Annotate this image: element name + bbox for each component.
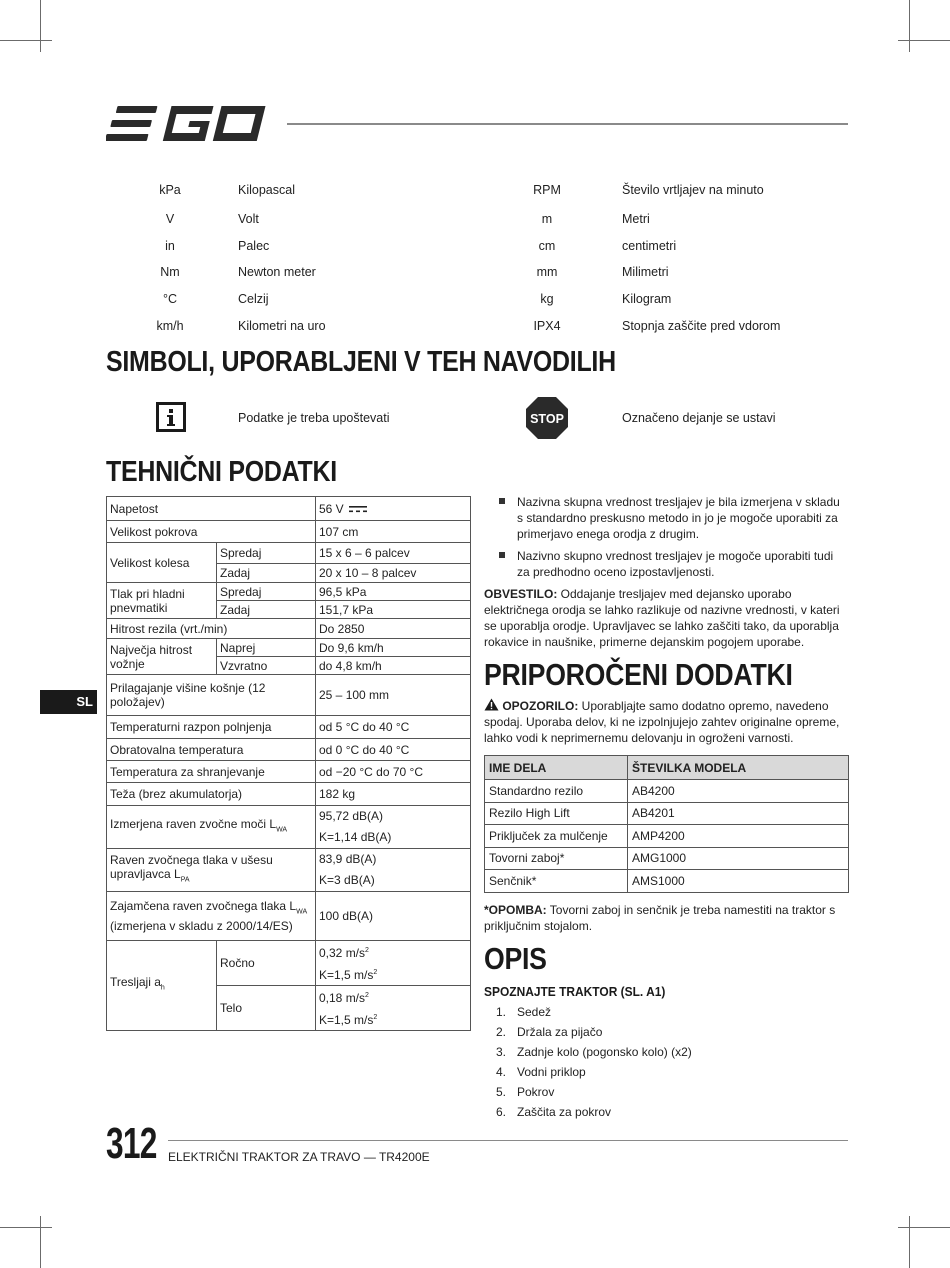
- abbr-key: m: [541, 212, 553, 226]
- footer-title: ELEKTRIČNI TRAKTOR ZA TRAVO — TR4200E: [168, 1150, 430, 1164]
- table-row: [107, 583, 471, 601]
- page-number: 312: [106, 1119, 157, 1168]
- spec-label: Napetost: [107, 497, 316, 521]
- list-item: [484, 1064, 844, 1084]
- vib-body-value: 0,18 m/s: [319, 991, 366, 1005]
- spec-value: od 5 °C do 40 °C: [316, 716, 471, 739]
- glwa-subscript: WA: [296, 908, 308, 916]
- vibration-bullet-2: Nazivno skupno vrednost tresljajev je mogoče uporabiti tudi za predhodno oceno izpostavljenosti.: [517, 549, 834, 579]
- list-number: 6.: [496, 1105, 507, 1119]
- abbr-meaning: Volt: [238, 212, 259, 226]
- notice-label: OBVESTILO:: [484, 587, 558, 601]
- technical-data-table: [106, 496, 471, 1031]
- notice-text: Oddajanje tresljajev med dejansko uporabo električnega orodja se lahko razlikuje od nazivne vrednosti, v kateri se uporablja orodje. Upravljavec se lahko zaščiti tako, da uporablja rokavice in naušnike, primerne dejanskim pogojem uporabe.: [484, 587, 840, 649]
- squared: 2: [373, 1014, 378, 1021]
- abbr-meaning: Celzij: [238, 292, 269, 306]
- spec-value: od 0 °C do 40 °C: [316, 739, 471, 761]
- abbr-key: in: [165, 239, 175, 253]
- abbr-key: RPM: [533, 183, 561, 197]
- table-row: [107, 675, 471, 716]
- list-item: [484, 1024, 844, 1044]
- spec-sublabel: Telo: [217, 986, 316, 1031]
- crop-mark: [909, 0, 910, 52]
- vibration-label: Tresljaji a: [110, 975, 161, 990]
- abbr-key: kg: [540, 292, 554, 306]
- spec-label: [107, 892, 316, 941]
- spec-sublabel: Zadaj: [217, 564, 316, 583]
- abbr-key: kPa: [159, 183, 181, 197]
- list-text: Držala za pijačo: [517, 1025, 603, 1039]
- dc-current-icon: [349, 504, 367, 514]
- lpa-value: 83,9 dB(A): [319, 852, 377, 866]
- spec-value: [316, 941, 471, 986]
- vib-hand-value: 0,32 m/s: [319, 946, 366, 960]
- spec-label: [107, 806, 316, 849]
- spec-value: 20 x 10 – 8 palcev: [316, 564, 471, 583]
- spec-value: 100 dB(A): [316, 892, 471, 941]
- table-row: [107, 716, 471, 739]
- stop-icon-label: STOP: [530, 412, 564, 426]
- column-header: ŠTEVILKA MODELA: [628, 756, 849, 780]
- stop-symbol-text: Označeno dejanje se ustavi: [622, 411, 776, 425]
- abbr-meaning: centimetri: [622, 239, 677, 253]
- lpa-subscript: PA: [180, 876, 190, 884]
- spec-label: Največja hitrost vožnje: [107, 639, 217, 675]
- abbr-key: km/h: [156, 319, 184, 333]
- model-number: AMP4200: [628, 825, 849, 848]
- list-item: [484, 1004, 844, 1024]
- lpa-label: Raven zvočnega tlaka v ušesu upravljavca L: [110, 852, 273, 881]
- vib-body-uncertainty: K=1,5 m/s: [319, 1013, 374, 1027]
- table-row: [485, 825, 849, 848]
- list-text: Zadnje kolo (pogonsko kolo) (x2): [517, 1045, 692, 1059]
- abbr-key: °C: [162, 292, 178, 306]
- spec-label: Teža (brez akumulatorja): [107, 783, 316, 806]
- spec-value: 151,7 kPa: [316, 601, 471, 619]
- spec-value: [316, 986, 471, 1031]
- abbr-meaning: Metri: [622, 212, 650, 226]
- table-header-row: [485, 756, 849, 780]
- lpa-uncertainty: K=3 dB(A): [319, 873, 375, 887]
- vibration-bullet-1: Nazivna skupna vrednost tresljajev je bila izmerjena v skladu s standardno preskusno metodo in jo je mogoče uporabiti za primerjavo enega orodja z drugim.: [517, 495, 840, 541]
- crop-mark: [0, 40, 52, 41]
- spec-label: Tlak pri hladni pnevmatiki: [107, 583, 217, 619]
- spec-sublabel: Zadaj: [217, 601, 316, 619]
- abbr-meaning: Newton meter: [238, 265, 316, 279]
- warning-paragraph: [484, 698, 848, 746]
- table-row: [485, 870, 849, 893]
- symbols-heading: SIMBOLI, UPORABLJENI V TEH NAVODILIH: [106, 346, 616, 378]
- list-number: 3.: [496, 1045, 507, 1059]
- spec-value: 107 cm: [316, 521, 471, 543]
- crop-mark: [40, 1216, 41, 1268]
- language-tab: SL: [40, 690, 97, 714]
- note-paragraph: [484, 902, 846, 934]
- spec-value: 182 kg: [316, 783, 471, 806]
- spec-sublabel: Ročno: [217, 941, 316, 986]
- spec-value: 15 x 6 – 6 palcev: [316, 543, 471, 564]
- spec-sublabel: Naprej: [217, 639, 316, 657]
- column-header: IME DELA: [485, 756, 628, 780]
- table-row: [107, 543, 471, 564]
- squared: 2: [365, 947, 369, 954]
- description-heading: OPIS: [484, 941, 547, 976]
- warning-icon: [484, 698, 499, 711]
- crop-mark: [898, 1227, 950, 1228]
- warning-text: Uporabljajte samo dodatno opremo, navedeno spodaj. Uporaba delov, ki ne izpolnjujejo zahtev originalne opreme, lahko vodi k neprimernemu delovanju in ogroženi varnosti.: [484, 699, 840, 745]
- vibration-subscript: h: [160, 984, 165, 992]
- abbr-meaning: Kilogram: [622, 292, 672, 306]
- table-row: [107, 639, 471, 657]
- spec-value: od −20 °C do 70 °C: [316, 761, 471, 783]
- abbr-meaning: Stopnja zaščite pred vdorom: [622, 319, 781, 333]
- table-row: [107, 806, 471, 849]
- table-row: [107, 739, 471, 761]
- lwa-uncertainty: K=1,14 dB(A): [319, 830, 392, 844]
- list-number: 5.: [496, 1085, 507, 1099]
- spec-label: Temperaturni razpon polnjenja: [107, 716, 316, 739]
- abbr-meaning: Kilopascal: [238, 183, 295, 197]
- info-icon: [156, 402, 186, 432]
- spec-value: Do 2850: [316, 619, 471, 639]
- spec-value: 25 – 100 mm: [316, 675, 471, 716]
- spec-sublabel: Spredaj: [217, 583, 316, 601]
- accessories-heading: PRIPOROČENI DODATKI: [484, 657, 793, 692]
- crop-mark: [898, 40, 950, 41]
- spec-value: do 4,8 km/h: [316, 657, 471, 675]
- table-row: [485, 780, 849, 803]
- glwa-label: Zajamčena raven zvočnega tlaka L: [110, 898, 297, 913]
- part-name: Rezilo High Lift: [485, 802, 628, 825]
- notice-paragraph: [484, 586, 846, 650]
- list-text: Pokrov: [517, 1085, 555, 1099]
- table-row: [107, 892, 471, 941]
- warning-label: OPOZORILO:: [502, 699, 579, 713]
- squared: 2: [365, 992, 369, 999]
- spec-sublabel: Vzvratno: [217, 657, 316, 675]
- spec-label: Hitrost rezila (vrt./min): [107, 619, 316, 639]
- table-row: [107, 521, 471, 543]
- bullet-icon: [499, 552, 505, 558]
- part-name: Tovorni zaboj*: [485, 847, 628, 870]
- abbr-key: cm: [538, 239, 556, 253]
- spec-label: [107, 849, 316, 892]
- table-row: [107, 497, 471, 521]
- spec-label: [107, 941, 217, 1031]
- list-item: [484, 1104, 844, 1124]
- stop-icon: [525, 396, 569, 440]
- abbr-meaning: Milimetri: [622, 265, 669, 279]
- part-name: Standardno rezilo: [485, 780, 628, 803]
- abbr-key: IPX4: [533, 319, 561, 333]
- table-row: [485, 847, 849, 870]
- glwa-note: (izmerjena v skladu z 2000/14/ES): [110, 919, 293, 934]
- table-row: [107, 941, 471, 986]
- table-row: [485, 802, 849, 825]
- spec-value: Do 9,6 km/h: [316, 639, 471, 657]
- list-number: 4.: [496, 1065, 507, 1079]
- spec-label: Prilagajanje višine košnje (12 položajev): [107, 675, 316, 716]
- crop-mark: [40, 0, 41, 52]
- lwa-subscript: WA: [276, 826, 288, 834]
- abbr-meaning: Število vrtljajev na minuto: [622, 183, 764, 197]
- description-subheading: SPOZNAJTE TRAKTOR (SL. A1): [484, 984, 666, 999]
- table-row: [107, 619, 471, 639]
- model-number: AB4201: [628, 802, 849, 825]
- spec-sublabel: Spredaj: [217, 543, 316, 564]
- vib-hand-uncertainty: K=1,5 m/s: [319, 968, 374, 982]
- lwa-label: Izmerjena raven zvočne moči L: [110, 816, 277, 831]
- note-label: *OPOMBA:: [484, 903, 547, 917]
- model-number: AMS1000: [628, 870, 849, 893]
- model-number: AB4200: [628, 780, 849, 803]
- list-item: [484, 1044, 844, 1064]
- footer-rule: [168, 1140, 848, 1141]
- spec-value: [316, 806, 471, 849]
- info-symbol-text: Podatke je treba upoštevati: [238, 411, 390, 425]
- spec-label: Velikost kolesa: [107, 543, 217, 583]
- parts-list: [484, 1004, 844, 1124]
- table-row: [107, 849, 471, 892]
- list-number: 2.: [496, 1025, 507, 1039]
- lwa-value: 95,72 dB(A): [319, 809, 384, 823]
- list-item: [484, 1084, 844, 1104]
- list-text: Zaščita za pokrov: [517, 1105, 612, 1119]
- accessories-table: [484, 755, 849, 893]
- abbr-key: mm: [536, 265, 558, 279]
- abbr-meaning: Palec: [238, 239, 270, 253]
- list-number: 1.: [496, 1005, 507, 1019]
- crop-mark: [0, 1227, 52, 1228]
- model-number: AMG1000: [628, 847, 849, 870]
- abbr-meaning: Kilometri na uro: [238, 319, 326, 333]
- part-name: Senčnik*: [485, 870, 628, 893]
- crop-mark: [909, 1216, 910, 1268]
- part-name: Priključek za mulčenje: [485, 825, 628, 848]
- header-rule: [287, 123, 848, 125]
- abbr-key: Nm: [160, 265, 180, 279]
- spec-label: Velikost pokrova: [107, 521, 316, 543]
- list-text: Sedež: [517, 1005, 552, 1019]
- bullet-icon: [499, 498, 505, 504]
- note-text: Tovorni zaboj in senčnik je treba namestiti na traktor s priključnim stojalom.: [484, 903, 836, 933]
- spec-label: Temperatura za shranjevanje: [107, 761, 316, 783]
- table-row: [107, 783, 471, 806]
- table-row: [107, 761, 471, 783]
- abbr-key: V: [165, 212, 175, 226]
- spec-value: 96,5 kPa: [316, 583, 471, 601]
- spec-value: [316, 849, 471, 892]
- list-text: Vodni priklop: [517, 1065, 586, 1079]
- tech-data-heading: TEHNIČNI PODATKI: [106, 456, 337, 488]
- squared: 2: [373, 969, 378, 976]
- spec-value: [316, 497, 471, 521]
- spec-label: Obratovalna temperatura: [107, 739, 316, 761]
- ego-logo: [106, 104, 276, 144]
- voltage-value: 56 V: [319, 501, 344, 516]
